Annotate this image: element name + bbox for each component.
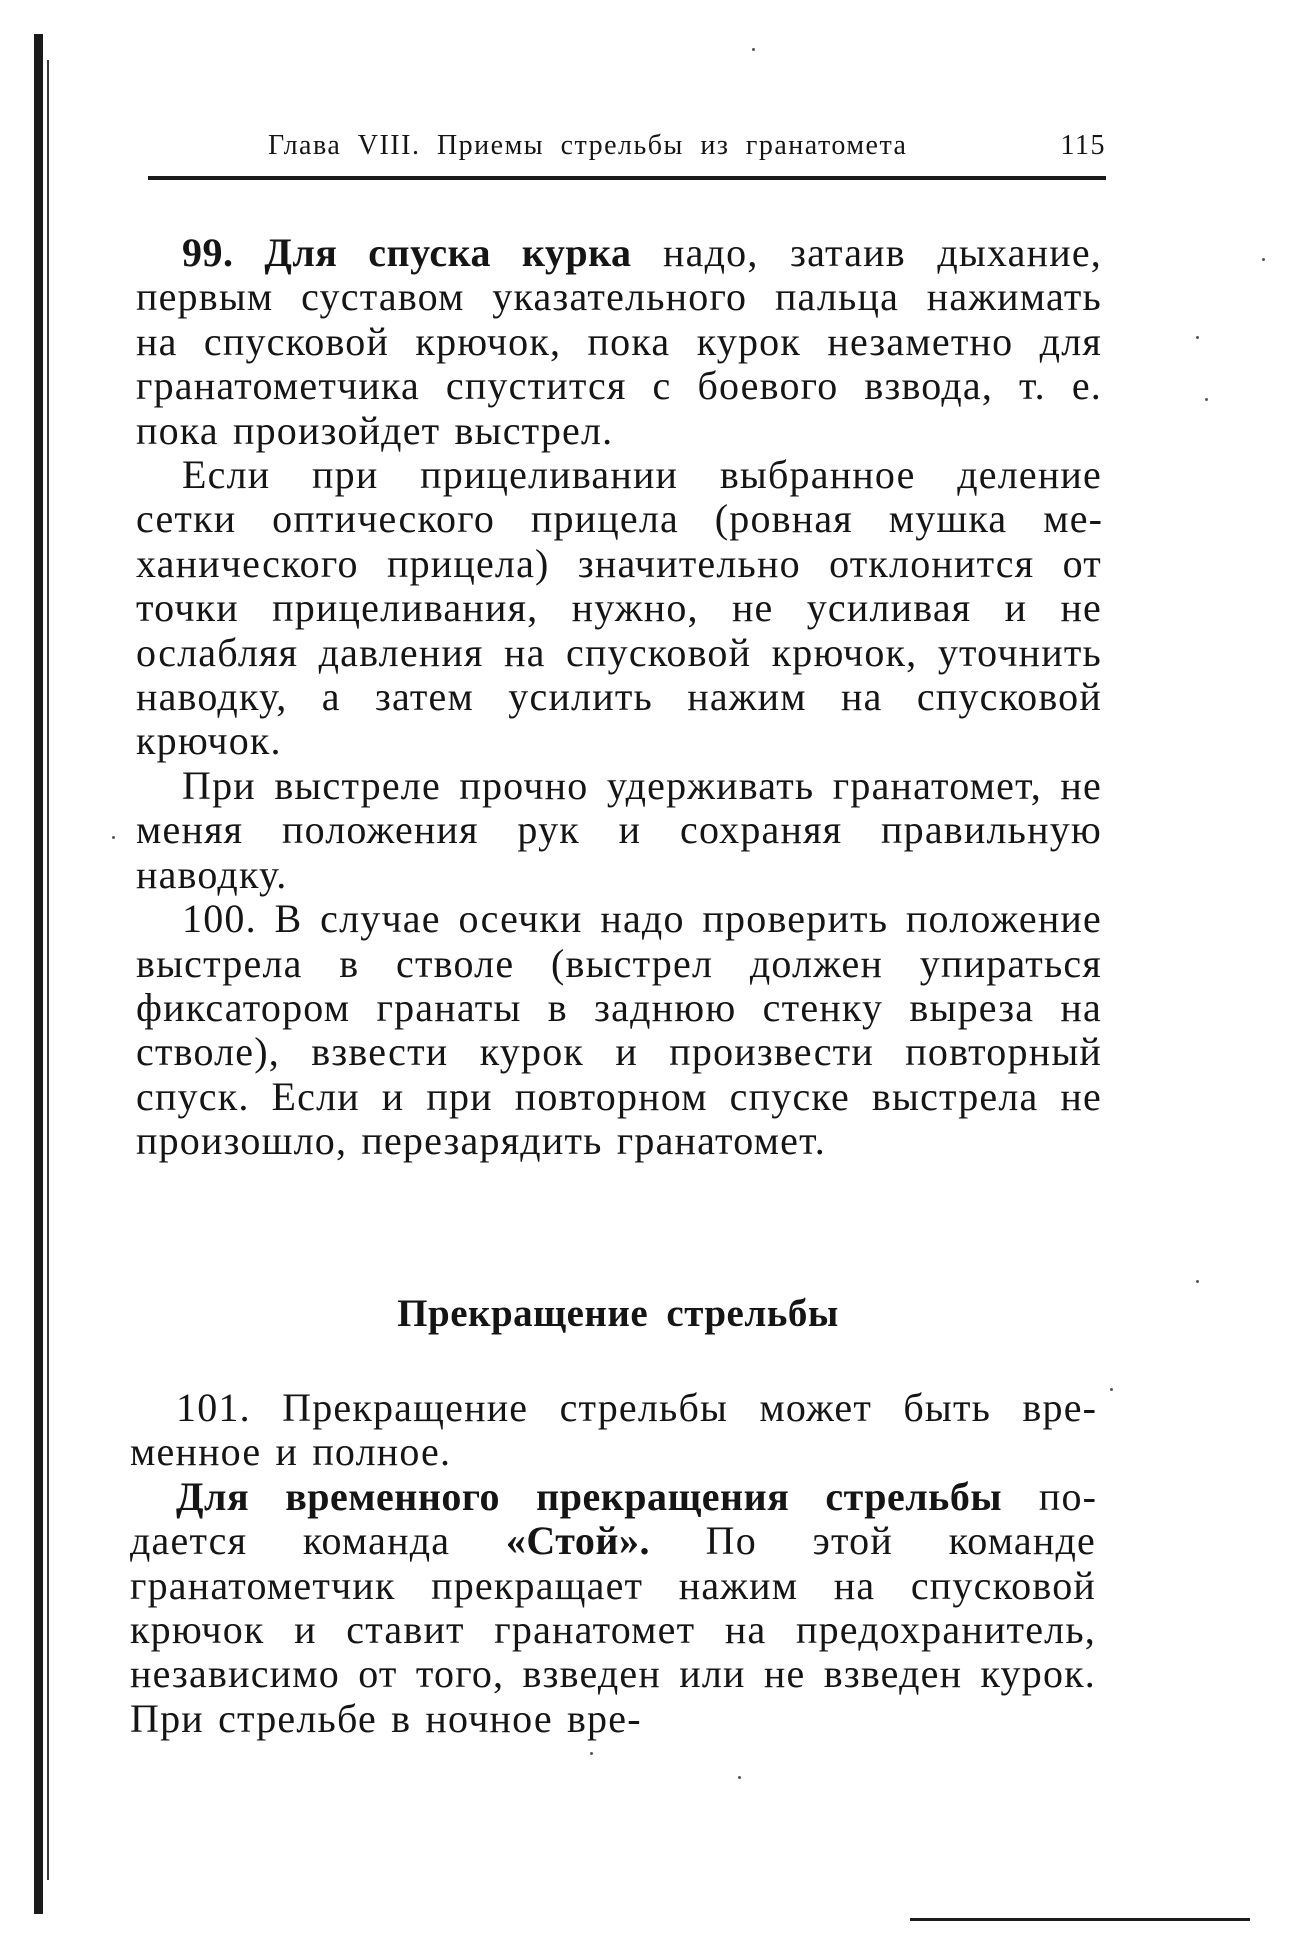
paragraph-temporary-stop xyxy=(130,1475,1096,1741)
print-speck xyxy=(1196,336,1199,339)
paragraph-99-lead: 99. Для спуска курка xyxy=(182,230,632,275)
chapter-title: Глава VIII. Приемы стрельбы из гранатомета xyxy=(268,130,908,161)
print-speck xyxy=(1262,258,1265,261)
paragraph-101: 101. Прекращение стрельбы может быть временное и полное. xyxy=(130,1385,1096,1475)
page-binding-edge xyxy=(34,34,43,1914)
print-speck xyxy=(1205,398,1208,401)
page-number: 115 xyxy=(1060,130,1106,161)
stop-command: «Стой». xyxy=(505,1518,650,1564)
running-head xyxy=(148,126,1106,166)
page-binding-edge-inner xyxy=(47,60,49,1880)
print-speck xyxy=(1196,1280,1199,1283)
paragraph-99 xyxy=(136,231,1102,453)
main-text-block xyxy=(136,231,1102,1164)
print-speck xyxy=(590,1752,593,1755)
print-speck xyxy=(752,48,755,51)
paragraph-temporary-stop-mid: подается команда xyxy=(130,1473,1096,1564)
bottom-rule xyxy=(910,1918,1250,1921)
paragraph-shot: При выстреле прочно удерживать гранатомет, не меняя положения рук и сохраняя правильную наводку. xyxy=(136,762,1102,897)
print-speck xyxy=(112,836,115,839)
section-heading: Прекращение стрельбы xyxy=(397,1292,839,1335)
paragraph-temporary-stop-text: По этой команде гранатометчик прекращает нажим на спусковой крючок и ставит гранатомет на предохранитель, независимо от того, взведен или не взведен курок. При стрельбе в ночное вре- xyxy=(130,1518,1096,1741)
paragraph-99-text: надо, затаив дыхание, первым суставом указательного пальца нажимать на спусковой крючок, пока курок незаметно для гранатометчика спустится с боевого взвода, т. е. пока произойдет выстрел. xyxy=(136,230,1102,453)
paragraph-100: 100. В случае осечки надо проверить положение выстрела в стволе (выстрел должен упираться фиксатором гранаты в заднюю стенку выреза на стволе), взвести курок и произвести повторный спуск. Если и при повторном спуске выстрела не произошло, перезарядить гранатомет. xyxy=(136,896,1102,1164)
header-rule xyxy=(148,176,1106,180)
paragraph-aiming: Если при прицеливании выбранное деление сетки оптического прицела (ровная мушка механического прицела) значительно отклонится от точки прицеливания, нужно, не усиливая и не ослабляя давления на спусковой крючок, уточнить наводку, а затем усилить нажим на спусковой крючок. xyxy=(136,452,1102,764)
print-speck xyxy=(738,1776,741,1779)
print-speck xyxy=(1110,1388,1113,1391)
section-text-block xyxy=(130,1386,1096,1741)
paragraph-temporary-stop-lead: Для временного прекращения стрельбы xyxy=(176,1473,1003,1519)
